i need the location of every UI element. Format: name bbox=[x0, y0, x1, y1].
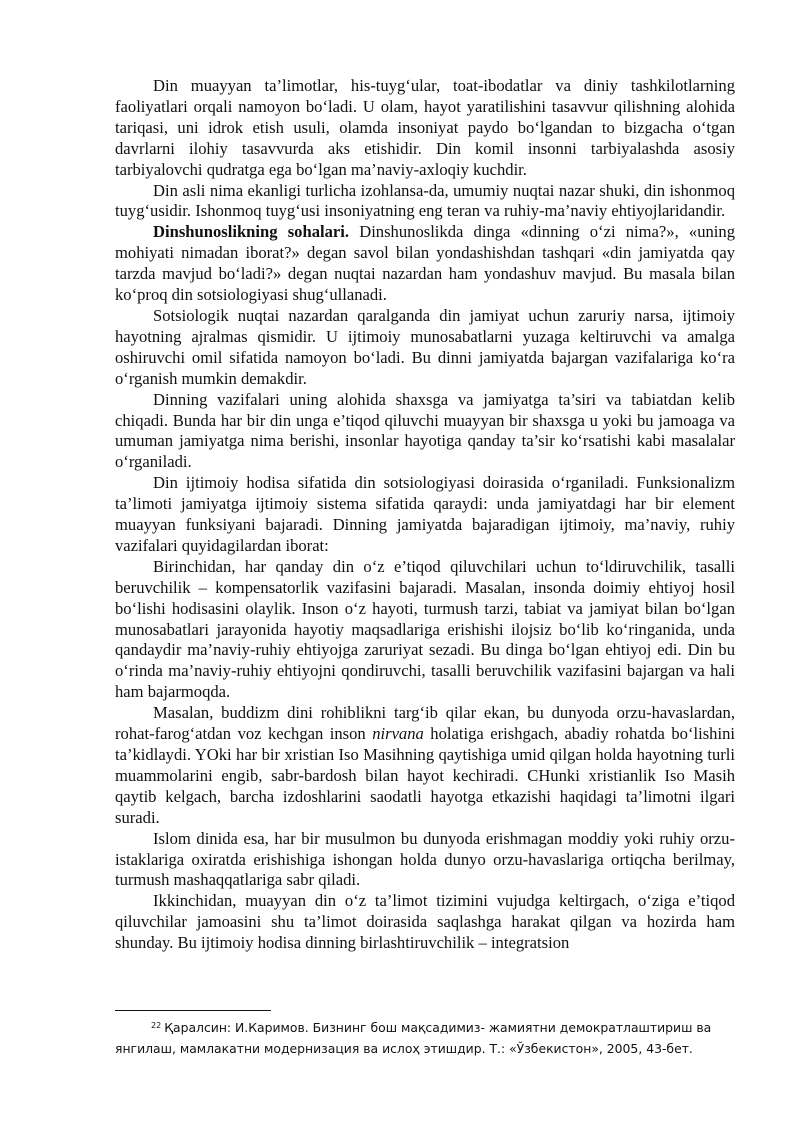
paragraph bbox=[115, 222, 735, 306]
footnote-number: 22 bbox=[151, 1021, 162, 1030]
paragraph bbox=[115, 703, 735, 828]
footnote-separator bbox=[115, 1010, 271, 1011]
paragraph-text: Masalan, buddizm dini rohiblikni targ‘ib qilar ekan, bu dunyoda orzu-havaslardan, rohat-farog‘atdan voz kechgan inson bbox=[115, 703, 735, 744]
paragraph: Ikkinchidan, muayyan din o‘z ta’limot tizimini vujudga keltirgach, o‘ziga e’tiqod qiluvchilar jamoasini shu ta’limot doirasida saqlashga harakat qilgan va hozirda ham shunday. Bu ijtimoiy hodisa dinning birlashtiruvchilik – integratsion bbox=[115, 891, 735, 953]
paragraph: Dinning vazifalari uning alohida shaxsga va jamiyatga ta’siri va tabiatdan kelib chiqadi. Bunda har bir din unga e’tiqod qiluvchi muayyan bir shaxsga u yoki bu jamoaga va umuman jamiyatga nima berishi, insonlar hayotiga qanday ta’sir ko‘rsatishi kabi masalalar o‘rganiladi. bbox=[115, 389, 735, 472]
paragraph: Din ijtimoiy hodisa sifatida din sotsiologiyasi doirasida o‘rganiladi. Funksionalizm ta’limoti jamiyatga ijtimoiy sistema sifatida qaraydi: unda jamiyatdagi har bir element muayyan funksiyani bajaradi. Dinning jamiyatda bajaradigan ijtimoiy, ma’naviy, ruhiy vazifalari quyidagilardan iborat: bbox=[115, 473, 735, 555]
paragraph-text: holatiga erishgach, abadiy rohatda bo‘lishini ta’kidlaydi. YOki har bir xristian Iso Masihning qaytishiga umid qilgan holda hayotning turli muammolarini engib, sabr-bardosh bilan hayot kechiradi. CHunki xristianlik Iso Masih qaytib kelgach, barcha izdoshlarini saodatli hayotga etkazishi haqidagi ta’limotni ilgari suradi. bbox=[115, 724, 735, 827]
paragraph-text: Dinshunoslikda dinga «dinning o‘zi nima?», «uning mohiyati nimadan iborat?» degan savol bilan yondashishdan tashqari «din jamiyatda qay tarzda mavjud bo‘ladi?» degan nuqtai nazardan ham yondashuv mavjud. Bu masala bilan ko‘proq din sotsiologiyasi shug‘ullanadi. bbox=[115, 222, 735, 305]
paragraph: Din muayyan ta’limotlar, his-tuyg‘ular, toat-ibodatlar va diniy tashkilotlarning faoliyatlari orqali namoyon bo‘ladi. U olam, hayot yaratilishini tasavvur qilishning alohida tariqasi, uni idrok etish usuli, olamda insoniyat paydo bo‘lgandan to bizgacha o‘tgan davrlarni ilohiy tasavvurda aks etishidir. Din komil insonni tarbiyalashda asosiy tarbiyalovchi qudratga ega bo‘lgan ma’naviy-axloqiy kuchdir. bbox=[115, 76, 735, 179]
body-text bbox=[115, 76, 735, 954]
paragraph: Din asli nima ekanligi turlicha izohlansa-da, umumiy nuqtai nazar shuki, din ishonmoq tuyg‘usidir. Ishonmoq tuyg‘usi insoniyatning eng teran va ruhiy-ma’naviy ehtiyojlaridandir. bbox=[115, 180, 735, 221]
paragraph: Birinchidan, har qanday din o‘z e’tiqod qiluvchilari uchun to‘ldiruvchilik, tasalli beruvchilik – kompensatorlik vazifasini bajaradi. Masalan, insonda doimiy ehtiyoj hosil bo‘lishi hodisasini olaylik. Inson o‘z hayoti, turmush tarzi, tabiat va jamiyat bilan bo‘lgan munosabatlari jarayonida hayotiy maqsadlariga erishishi ilojsiz bo‘lib ko‘ringanida, unda qandaydir ma’naviy-ruhiy ehtiyojga zaruriyat sezadi. Bu dinga bo‘lgan ehtiyoj edi. Din bu o‘rinda ma’naviy-ruhiy ehtiyojni qondiruvchi, tasalli beruvchilik vazifasini bajargan va hali ham bajarmoqda. bbox=[115, 556, 735, 702]
paragraph: Islom dinida esa, har bir musulmon bu dunyoda erishmagan moddiy yoki ruhiy orzu-istaklariga oxiratda erishishiga ishongan holda dunyo orzu-havaslariga ortiqcha berilmay, turmush mashaqqatlariga sabr qiladi. bbox=[115, 828, 735, 890]
section-heading: Dinshunoslikning sohalari. bbox=[153, 222, 350, 242]
footnote bbox=[115, 1016, 735, 1059]
paragraph: Sotsiologik nuqtai nazardan qaralganda din jamiyat uchun zaruriy narsa, ijtimoiy hayotning ajralmas qismidir. U ijtimoiy munosabatlarni yuzaga keltiruvchi va amalga oshiruvchi omil sifatida namoyon bo‘ladi. Bu dinni jamiyatda bajargan vazifalariga ko‘ra o‘rganish mumkin demakdir. bbox=[115, 305, 735, 388]
footnote-text: Қаралсин: И.Каримов. Бизнинг бош мақсадимиз- жамиятни демократлаштириш ва янгилаш, мамлакатни модернизация ва ислоҳ этишдир. Т.: «Ўзбекистон», 2005, 43-бет. bbox=[115, 1020, 712, 1056]
italic-term: nirvana bbox=[372, 724, 424, 744]
